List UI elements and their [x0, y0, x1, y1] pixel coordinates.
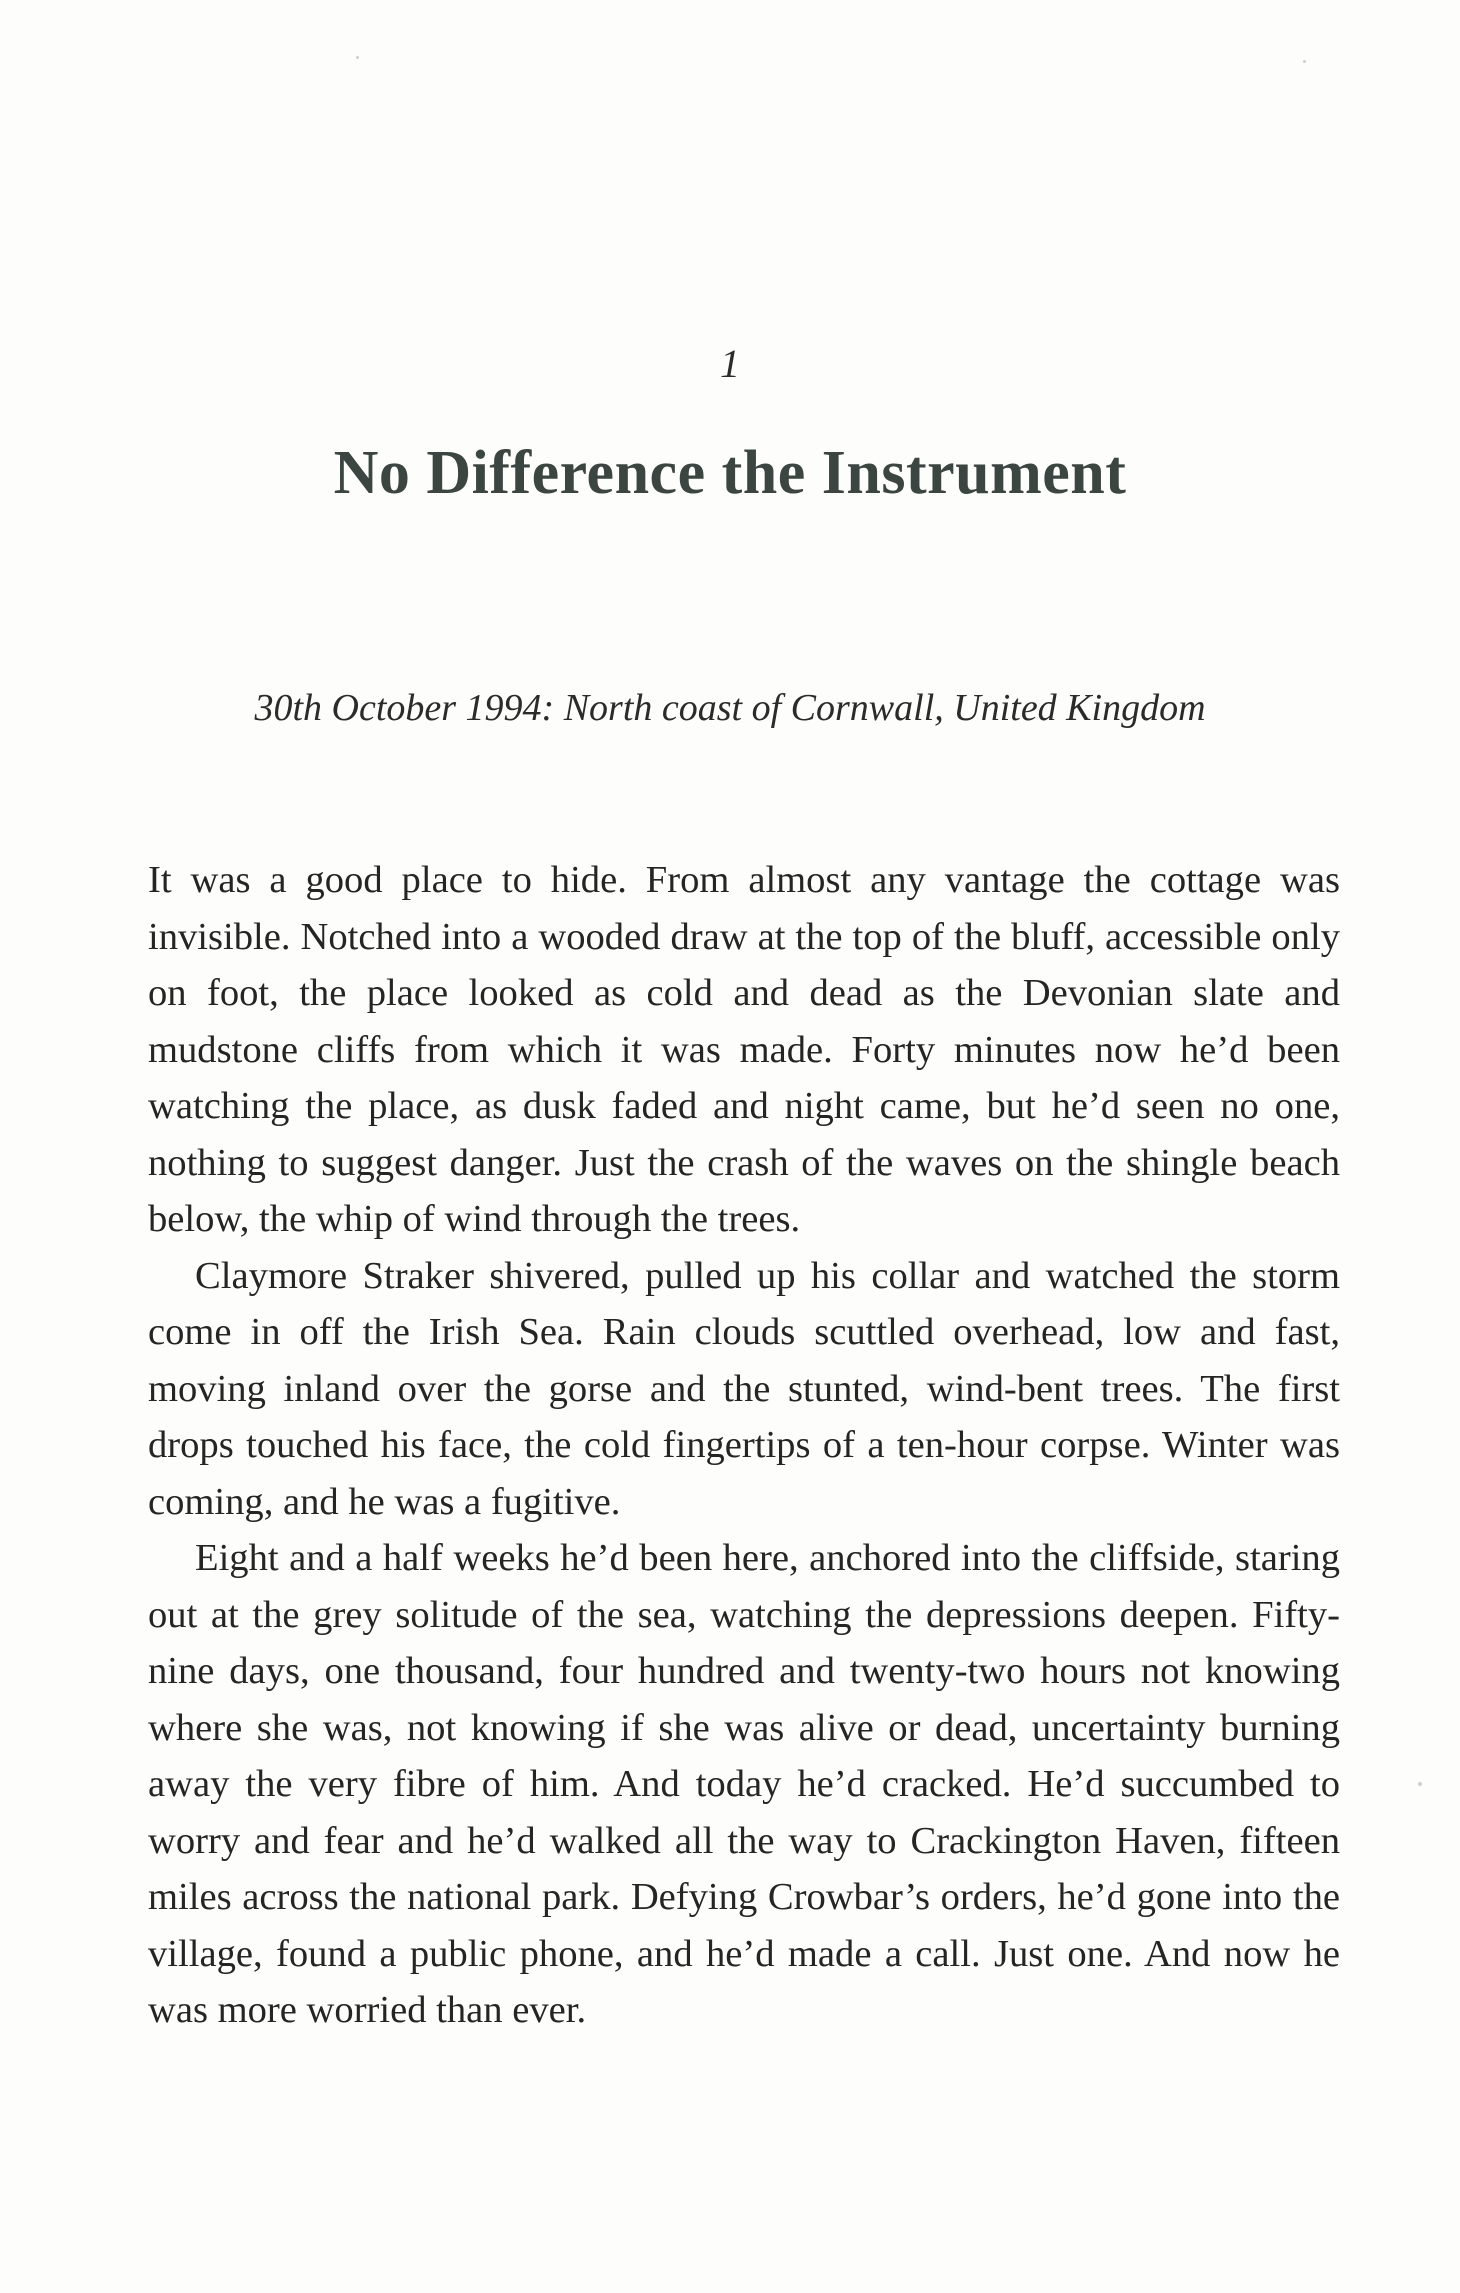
paper-speck	[1303, 60, 1306, 63]
paragraph: Eight and a half weeks he’d been here, anchored into the cliffside, staring out at the grey solitude of the sea, watching the depressions deepen. Fifty-nine days, one thousand, four hundred and twenty-two hours not knowing where she was, not knowing if she was alive or dead, uncertainty burning away the very fibre of him. And today he’d cracked. He’d succumbed to worry and fear and he’d walked all the way to Crackington Haven, fifteen miles across the national park. Defying Crowbar’s orders, he’d gone into the village, found a public phone, and he’d made a call. Just one. And now he was more worried than ever.	[148, 1537, 1340, 2031]
paragraph: It was a good place to hide. From almost any vantage the cottage was invisible. Notched into a wooded draw at the top of the bluff, accessible only on foot, the place looked as cold and dead as the Devonian slate and mudstone cliffs from which it was made. Forty minutes now he’d been watching the place, as dusk faded and night came, but he’d seen no one, nothing to suggest danger. Just the crash of the waves on the shingle beach below, the whip of wind through the trees.	[148, 859, 1340, 1240]
chapter-title: No Difference the Instrument	[333, 439, 1127, 507]
paper-speck	[356, 56, 359, 59]
paragraph: Claymore Straker shivered, pulled up his collar and watched the storm come in off the Irish Sea. Rain clouds scuttled overhead, low and fast, moving inland over the gorse and the stunted, wind-bent trees. The first drops touched his face, the cold fingertips of a ten-hour corpse. Winter was coming, and he was a fugitive.	[148, 1254, 1340, 1523]
paper-speck	[1418, 1782, 1422, 1786]
chapter-number: 1	[720, 341, 740, 386]
chapter-body	[148, 852, 1340, 2039]
chapter-dateline: 30th October 1994: North coast of Cornwall, United Kingdom	[254, 687, 1206, 729]
